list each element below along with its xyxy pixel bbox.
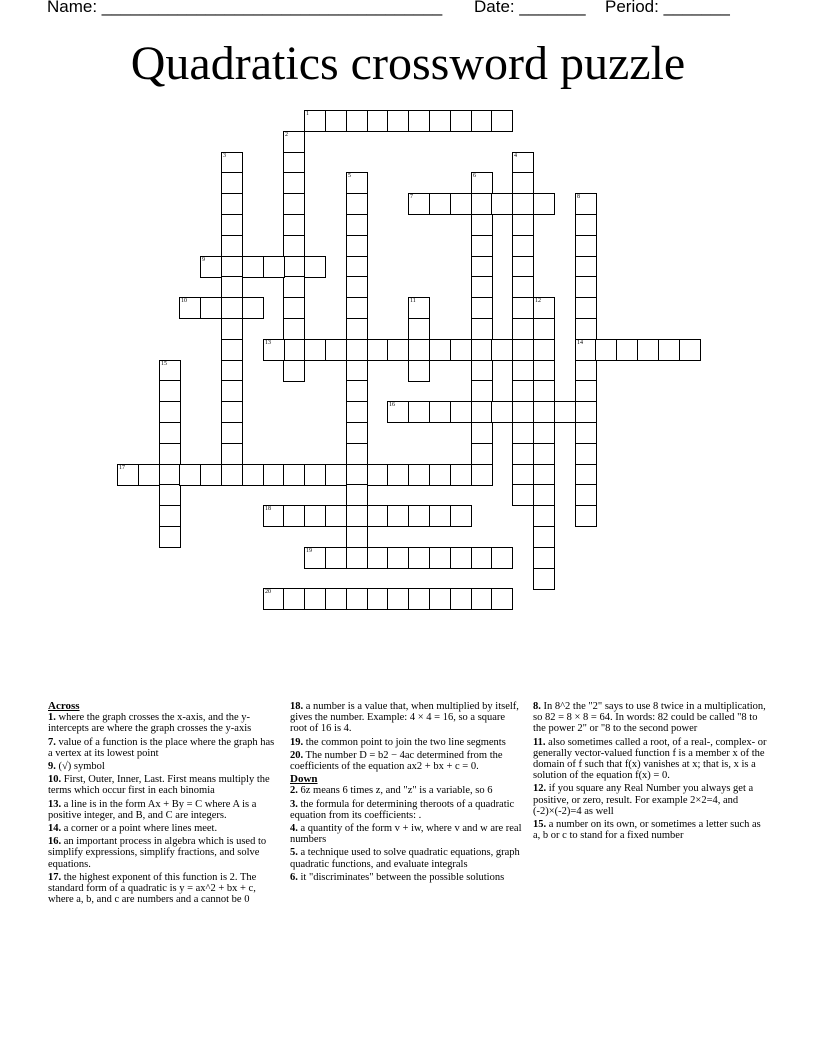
- crossword-cell[interactable]: [283, 235, 305, 257]
- crossword-cell[interactable]: [221, 443, 243, 465]
- crossword-cell[interactable]: [471, 214, 493, 236]
- crossword-cell[interactable]: [263, 256, 285, 278]
- crossword-cell[interactable]: [471, 193, 493, 215]
- crossword-cell[interactable]: [387, 464, 409, 486]
- crossword-cell[interactable]: [575, 360, 597, 382]
- crossword-cell[interactable]: [179, 297, 201, 319]
- crossword-cell[interactable]: [325, 588, 347, 610]
- crossword-cell[interactable]: [491, 339, 513, 361]
- crossword-cell[interactable]: [346, 318, 368, 340]
- crossword-cell[interactable]: [471, 401, 493, 423]
- crossword-cell[interactable]: [283, 588, 305, 610]
- crossword-cell[interactable]: [346, 380, 368, 402]
- clue-across-14: 14. a corner or a point where lines meet.: [48, 823, 218, 835]
- clue-number: 11: [410, 298, 416, 304]
- clue-number: 20: [265, 589, 271, 595]
- crossword-cell[interactable]: [263, 505, 285, 527]
- crossword-cell[interactable]: [450, 588, 472, 610]
- crossword-cell[interactable]: [346, 193, 368, 215]
- crossword-cell[interactable]: [512, 152, 534, 174]
- clue-number: 9: [202, 257, 205, 263]
- clue-down-12: 12. if you square any Real Number you always get a positive, or zero, result. For example 2×2=4, and (-2)×(-2)=4 as well: [533, 783, 754, 817]
- crossword-cell[interactable]: [283, 193, 305, 215]
- crossword-cell[interactable]: [512, 256, 534, 278]
- crossword-cell[interactable]: [512, 339, 534, 361]
- name-field[interactable]: Name: ____________________________________: [47, 0, 443, 16]
- crossword-cell[interactable]: [346, 547, 368, 569]
- crossword-cell[interactable]: [408, 401, 430, 423]
- clue-number: 7: [410, 194, 413, 200]
- down-heading: Down: [290, 773, 318, 786]
- crossword-cell[interactable]: [221, 172, 243, 194]
- clue-across-19: 19. the common point to join the two line segments: [290, 736, 506, 748]
- crossword-cell[interactable]: [159, 380, 181, 402]
- crossword-cell[interactable]: [346, 443, 368, 465]
- crossword-cell[interactable]: [221, 401, 243, 423]
- clue-down-4: 4. a quantity of the form v + iw, where v and w are real numbers: [290, 823, 522, 846]
- crossword-cell[interactable]: [450, 339, 472, 361]
- clue-number: 13: [265, 340, 271, 346]
- crossword-cell[interactable]: [408, 339, 430, 361]
- clue-number: 6: [473, 173, 476, 179]
- clue-column-2: [290, 701, 522, 885]
- clue-down-8: 8. In 8^2 the "2" says to use 8 twice in a multiplication, so 82 = 8 × 8 = 64. In words: 82 could be called "8 to the power 2" or "8 to the second power: [533, 701, 766, 735]
- across-heading: Across: [48, 700, 80, 712]
- crossword-cell[interactable]: [304, 339, 326, 361]
- crossword-cell[interactable]: [325, 505, 347, 527]
- crossword-cell[interactable]: [533, 443, 555, 465]
- crossword-cell[interactable]: [367, 547, 389, 569]
- crossword-cell[interactable]: [512, 276, 534, 298]
- crossword-cell[interactable]: [304, 110, 326, 132]
- crossword-cell[interactable]: [408, 110, 430, 132]
- crossword-cell[interactable]: [159, 484, 181, 506]
- crossword-cell[interactable]: [346, 110, 368, 132]
- page-title: Quadratics crossword puzzle: [130, 37, 686, 90]
- crossword-cell[interactable]: [471, 588, 493, 610]
- crossword-cell[interactable]: [346, 172, 368, 194]
- clue-number: 10: [181, 298, 187, 304]
- crossword-cell[interactable]: [346, 526, 368, 548]
- crossword-cell[interactable]: [283, 152, 305, 174]
- period-field[interactable]: Period: _______: [605, 0, 730, 16]
- crossword-cell[interactable]: [575, 297, 597, 319]
- crossword-cell[interactable]: [429, 193, 451, 215]
- clue-down-6: 6. it "discriminates" between the possible solutions: [290, 871, 505, 883]
- crossword-cell[interactable]: [304, 588, 326, 610]
- crossword-cell[interactable]: [533, 297, 555, 319]
- crossword-cell[interactable]: [159, 464, 181, 486]
- crossword-cell[interactable]: [325, 110, 347, 132]
- crossword-cell[interactable]: [491, 110, 513, 132]
- crossword-cell[interactable]: [575, 235, 597, 257]
- clue-number: 18: [265, 506, 271, 512]
- crossword-cell[interactable]: [138, 464, 160, 486]
- crossword-cell[interactable]: [408, 360, 430, 382]
- crossword-cell[interactable]: [367, 464, 389, 486]
- crossword-cell[interactable]: [512, 443, 534, 465]
- clue-across-1: 1. where the graph crosses the x-axis, and the y-intercepts are where the graph crosses the y-axis: [48, 712, 252, 735]
- crossword-cell[interactable]: [408, 588, 430, 610]
- clue-across-10: 10. First, Outer, Inner, Last. First means multiply the terms which occur first in each binomia: [48, 774, 270, 797]
- crossword-cell[interactable]: [533, 422, 555, 444]
- crossword-cell[interactable]: [242, 297, 264, 319]
- crossword-cell[interactable]: [325, 339, 347, 361]
- crossword-cell[interactable]: [283, 276, 305, 298]
- crossword-cell[interactable]: [304, 547, 326, 569]
- crossword-cell[interactable]: [471, 464, 493, 486]
- crossword-cell[interactable]: [512, 235, 534, 257]
- clue-down-5: 5. a technique used to solve quadratic equations, graph quadratic functions, and evaluate integrals: [290, 847, 520, 870]
- crossword-cell[interactable]: [595, 339, 617, 361]
- crossword-cell[interactable]: [471, 360, 493, 382]
- crossword-cell[interactable]: [429, 547, 451, 569]
- crossword-cell[interactable]: [471, 276, 493, 298]
- crossword-cell[interactable]: [221, 318, 243, 340]
- crossword-cell[interactable]: [512, 422, 534, 444]
- crossword-cell[interactable]: [263, 464, 285, 486]
- crossword-cell[interactable]: [450, 401, 472, 423]
- crossword-cell[interactable]: [533, 568, 555, 590]
- crossword-cell[interactable]: [533, 339, 555, 361]
- crossword-cell[interactable]: [429, 401, 451, 423]
- crossword-cell[interactable]: [387, 401, 409, 423]
- crossword-cell[interactable]: [575, 339, 597, 361]
- crossword-cell[interactable]: [512, 172, 534, 194]
- crossword-cell[interactable]: [346, 422, 368, 444]
- crossword-cell[interactable]: [325, 547, 347, 569]
- crossword-cell[interactable]: [283, 360, 305, 382]
- crossword-cell[interactable]: [242, 464, 264, 486]
- crossword-cell[interactable]: [450, 110, 472, 132]
- crossword-cell[interactable]: [450, 505, 472, 527]
- clue-number: 8: [577, 194, 580, 200]
- crossword-cell[interactable]: [346, 505, 368, 527]
- crossword-cell[interactable]: [512, 360, 534, 382]
- crossword-cell[interactable]: [221, 256, 243, 278]
- clue-across-16: 16. an important process in algebra which is used to simplify expressions, simplify fractions, and solve equations.: [48, 836, 267, 870]
- crossword-cell[interactable]: [408, 193, 430, 215]
- clue-across-20: 20. The number D = b2 − 4ac determined from the coefficients of the equation ax2 + bx + c = 0.: [290, 749, 503, 773]
- crossword-cell[interactable]: [512, 484, 534, 506]
- clue-down-2: 2. 6z means 6 times z, and "z" is a variable, so 6: [290, 785, 493, 797]
- crossword-cell[interactable]: [429, 110, 451, 132]
- crossword-cell[interactable]: [575, 276, 597, 298]
- crossword-cell[interactable]: [533, 526, 555, 548]
- clue-number: 16: [389, 402, 395, 408]
- crossword-cell[interactable]: [117, 464, 139, 486]
- crossword-cell[interactable]: [387, 547, 409, 569]
- crossword-cell[interactable]: [575, 443, 597, 465]
- crossword-cell[interactable]: [408, 547, 430, 569]
- crossword-cell[interactable]: [512, 297, 534, 319]
- crossword-cell[interactable]: [450, 464, 472, 486]
- crossword-cell[interactable]: [346, 339, 368, 361]
- crossword-cell[interactable]: [221, 297, 243, 319]
- crossword-cell[interactable]: [471, 297, 493, 319]
- crossword-cell[interactable]: [346, 297, 368, 319]
- crossword-cell[interactable]: [159, 526, 181, 548]
- crossword-cell[interactable]: [533, 401, 555, 423]
- crossword-cell[interactable]: [367, 110, 389, 132]
- crossword-cell[interactable]: [575, 464, 597, 486]
- crossword-cell[interactable]: [346, 484, 368, 506]
- clue-number: 5: [348, 173, 351, 179]
- crossword-cell[interactable]: [179, 464, 201, 486]
- crossword-cell[interactable]: [346, 256, 368, 278]
- crossword-cell[interactable]: [387, 339, 409, 361]
- crossword-cell[interactable]: [429, 505, 451, 527]
- crossword-cell[interactable]: [471, 318, 493, 340]
- crossword-cell[interactable]: [575, 484, 597, 506]
- clue-across-18: 18. a number is a value that, when multiplied by itself, gives the number. Example: 4 × 4 = 16, so a square root of 16 is 4.: [290, 701, 519, 735]
- crossword-cell[interactable]: [159, 422, 181, 444]
- crossword-cell[interactable]: [221, 380, 243, 402]
- crossword-cell[interactable]: [616, 339, 638, 361]
- crossword-cell[interactable]: [159, 505, 181, 527]
- clue-across-17: 17. the highest exponent of this function is 2. The standard form of a quadratic is y = ax^2 + bx + c, where a, b, and c are numbers and a cannot be 0: [48, 871, 257, 906]
- crossword-cell[interactable]: [429, 339, 451, 361]
- crossword-cell[interactable]: [159, 443, 181, 465]
- clue-list: [48, 701, 778, 961]
- crossword-cell[interactable]: [159, 401, 181, 423]
- clue-column-1: [48, 701, 280, 907]
- clue-number: 1: [306, 111, 309, 117]
- clue-column-3: [533, 701, 768, 843]
- clue-number: 4: [514, 153, 517, 159]
- crossword-cell[interactable]: [533, 380, 555, 402]
- crossword-cell[interactable]: [533, 484, 555, 506]
- crossword-cell[interactable]: [533, 464, 555, 486]
- crossword-cell[interactable]: [575, 214, 597, 236]
- crossword-cell[interactable]: [221, 339, 243, 361]
- crossword-cell[interactable]: [471, 422, 493, 444]
- crossword-cell[interactable]: [367, 505, 389, 527]
- crossword-cell[interactable]: [471, 256, 493, 278]
- crossword-cell[interactable]: [533, 360, 555, 382]
- crossword-cell[interactable]: [221, 360, 243, 382]
- crossword-cell[interactable]: [512, 401, 534, 423]
- crossword-cell[interactable]: [512, 193, 534, 215]
- crossword-cell[interactable]: [387, 505, 409, 527]
- clue-down-3: 3. the formula for determining theroots of a quadratic equation from its coefficients: .: [290, 798, 515, 821]
- crossword-cell[interactable]: [263, 339, 285, 361]
- crossword-cell[interactable]: [346, 360, 368, 382]
- crossword-cell[interactable]: [408, 464, 430, 486]
- crossword-cell[interactable]: [491, 401, 513, 423]
- clue-across-7: 7. value of a function is the place where the graph has a vertex at its lowest point: [48, 736, 275, 759]
- crossword-cell[interactable]: [221, 422, 243, 444]
- crossword-cell[interactable]: [450, 547, 472, 569]
- crossword-cell[interactable]: [429, 588, 451, 610]
- crossword-cell[interactable]: [367, 588, 389, 610]
- crossword-cell[interactable]: [575, 380, 597, 402]
- crossword-cell[interactable]: [325, 464, 347, 486]
- crossword-cell[interactable]: [575, 505, 597, 527]
- clue-number: 17: [119, 465, 125, 471]
- crossword-cell[interactable]: [512, 464, 534, 486]
- crossword-cell[interactable]: [658, 339, 680, 361]
- crossword-cell[interactable]: [159, 360, 181, 382]
- crossword-cell[interactable]: [221, 193, 243, 215]
- crossword-cell[interactable]: [408, 297, 430, 319]
- crossword-cell[interactable]: [346, 214, 368, 236]
- crossword-cell[interactable]: [429, 464, 451, 486]
- crossword-cell[interactable]: [575, 401, 597, 423]
- crossword-cell[interactable]: [221, 152, 243, 174]
- crossword-cell[interactable]: [221, 214, 243, 236]
- crossword-cell[interactable]: [533, 505, 555, 527]
- clue-number: 19: [306, 548, 312, 554]
- crossword-cell[interactable]: [283, 256, 305, 278]
- crossword-cell[interactable]: [221, 235, 243, 257]
- clue-number: 12: [535, 298, 541, 304]
- crossword-cell[interactable]: [554, 401, 576, 423]
- crossword-cell[interactable]: [304, 505, 326, 527]
- crossword-cell[interactable]: [304, 464, 326, 486]
- crossword-cell[interactable]: [200, 464, 222, 486]
- crossword-cell[interactable]: [221, 276, 243, 298]
- clue-number: 3: [223, 153, 226, 159]
- crossword-cell[interactable]: [471, 443, 493, 465]
- crossword-cell[interactable]: [450, 193, 472, 215]
- crossword-cell[interactable]: [575, 256, 597, 278]
- crossword-cell[interactable]: [346, 235, 368, 257]
- clue-down-11: 11. also sometimes called a root, of a real-, complex- or generally vector-valued function f is a member x of the domain of f such that f(x) vanishes at x; that is, x is a solution of the equation f(x) = 0.: [533, 736, 767, 782]
- crossword-cell[interactable]: [283, 318, 305, 340]
- crossword-cell[interactable]: [283, 297, 305, 319]
- crossword-cell[interactable]: [471, 172, 493, 194]
- clue-across-13: 13. a line is in the form Ax + By = C where A is a positive integer, and B, and C are integers.: [48, 798, 257, 821]
- clue-number: 2: [285, 132, 288, 138]
- crossword-cell[interactable]: [471, 110, 493, 132]
- crossword-cell[interactable]: [283, 339, 305, 361]
- crossword-cell[interactable]: [221, 464, 243, 486]
- crossword-cell[interactable]: [491, 193, 513, 215]
- crossword-cell[interactable]: [408, 318, 430, 340]
- crossword-cell[interactable]: [346, 401, 368, 423]
- crossword-cell[interactable]: [200, 297, 222, 319]
- clue-down-15: 15. a number on its own, or sometimes a letter such as a, b or c to stand for a fixed number: [533, 819, 761, 842]
- crossword-cell[interactable]: [263, 588, 285, 610]
- crossword-cell[interactable]: [387, 588, 409, 610]
- date-field[interactable]: Date: _______: [474, 0, 586, 16]
- crossword-cell[interactable]: [533, 318, 555, 340]
- crossword-cell[interactable]: [346, 276, 368, 298]
- crossword-cell[interactable]: [512, 318, 534, 340]
- crossword-cell[interactable]: [471, 547, 493, 569]
- clue-number: 15: [161, 361, 167, 367]
- clue-across-9: 9. (√) symbol: [48, 761, 105, 773]
- crossword-cell[interactable]: [575, 318, 597, 340]
- crossword-cell[interactable]: [408, 505, 430, 527]
- crossword-cell[interactable]: [491, 588, 513, 610]
- crossword-cell[interactable]: [200, 256, 222, 278]
- crossword-cell[interactable]: [346, 588, 368, 610]
- crossword-cell[interactable]: [283, 464, 305, 486]
- crossword-cell[interactable]: [471, 380, 493, 402]
- crossword-cell[interactable]: [512, 214, 534, 236]
- crossword-cell[interactable]: [346, 464, 368, 486]
- crossword-cell[interactable]: [283, 214, 305, 236]
- crossword-cell[interactable]: [575, 422, 597, 444]
- crossword-cell[interactable]: [471, 339, 493, 361]
- clue-number: 14: [577, 340, 583, 346]
- crossword-cell[interactable]: [304, 256, 326, 278]
- crossword-cell[interactable]: [512, 380, 534, 402]
- crossword-cell[interactable]: [637, 339, 659, 361]
- crossword-cell[interactable]: [387, 110, 409, 132]
- crossword-cell[interactable]: [283, 131, 305, 153]
- crossword-cell[interactable]: [283, 505, 305, 527]
- crossword-cell[interactable]: [242, 256, 264, 278]
- crossword-cell[interactable]: [575, 193, 597, 215]
- crossword-cell[interactable]: [533, 547, 555, 569]
- crossword-cell[interactable]: [367, 339, 389, 361]
- crossword-cell[interactable]: [471, 235, 493, 257]
- crossword-cell[interactable]: [679, 339, 701, 361]
- crossword-cell[interactable]: [491, 547, 513, 569]
- crossword-cell[interactable]: [533, 193, 555, 215]
- crossword-cell[interactable]: [283, 172, 305, 194]
